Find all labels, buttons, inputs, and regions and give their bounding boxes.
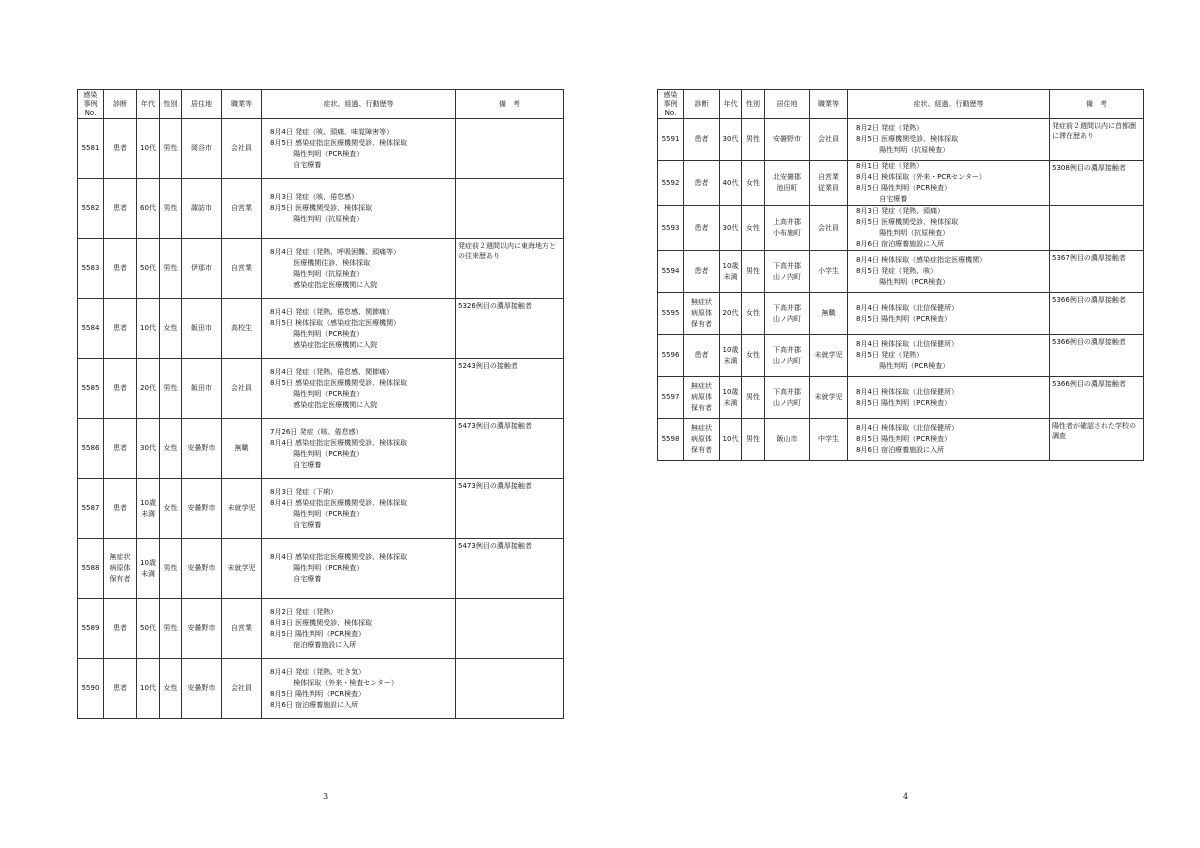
case-rows xyxy=(78,119,564,719)
course-line: 陽性判明（PCR検査） xyxy=(270,564,364,572)
residence-cell: 安曇野市 xyxy=(182,599,222,659)
header-age: 年代 xyxy=(720,90,742,119)
case-number: 5591 xyxy=(658,119,684,161)
course-line: 陽性判明（PCR検査） xyxy=(270,329,364,338)
course-line: 8月5日 発症（発熱） xyxy=(856,351,924,359)
case-number: 5585 xyxy=(78,359,104,419)
course-line: 宿泊療養施設に入所 xyxy=(270,640,357,649)
course-line: 8月4日 検体採取（北信保健所） xyxy=(856,303,959,312)
course-cell xyxy=(262,119,456,179)
sex-cell: 男性 xyxy=(742,377,765,419)
diagnosis-cell: 患者 xyxy=(104,419,137,479)
course-line: 8月4日 検体採取（北信保健所） xyxy=(856,387,959,396)
remarks-cell: 5366例目の濃厚接触者 xyxy=(1050,377,1144,419)
case-row xyxy=(658,251,1144,293)
residence-cell: 下高井郡 山ノ内町 xyxy=(765,377,810,419)
course-line: 8月5日 医療機関受診、検体採取 xyxy=(270,204,373,212)
occupation-cell: 未就学児 xyxy=(810,377,848,419)
remarks-cell xyxy=(456,659,564,719)
course-line: 8月5日 検体採取（感染症指定医療機関） xyxy=(270,318,401,327)
case-number: 5596 xyxy=(658,335,684,377)
age-cell: 50代 xyxy=(137,599,160,659)
case-row xyxy=(78,419,564,479)
residence-cell: 安曇野市 xyxy=(182,539,222,599)
sex-cell: 男性 xyxy=(160,179,182,239)
course-line: 8月5日 陽性判明（PCR検査） xyxy=(270,629,366,638)
sex-cell: 男性 xyxy=(742,251,765,293)
residence-cell: 上高井郡 小布施町 xyxy=(765,206,810,251)
case-row xyxy=(78,359,564,419)
case-number: 5597 xyxy=(658,377,684,419)
case-row xyxy=(78,479,564,539)
case-number: 5592 xyxy=(658,161,684,206)
residence-cell: 伊那市 xyxy=(182,239,222,299)
case-row xyxy=(78,179,564,239)
occupation-cell: 中学生 xyxy=(810,419,848,461)
sex-cell: 男性 xyxy=(160,119,182,179)
age-cell: 10代 xyxy=(720,419,742,461)
age-cell: 20代 xyxy=(137,359,160,419)
course-line: 8月4日 検体採取（北信保健所） xyxy=(856,424,959,432)
remarks-cell: 発症前２週間以内に東海地方との往来歴あり xyxy=(456,239,564,299)
header-row xyxy=(78,90,564,119)
header-residence: 居住地 xyxy=(182,90,222,119)
sex-cell: 男性 xyxy=(160,539,182,599)
course-line: 陽性判明（PCR検査） xyxy=(270,149,364,158)
remarks-cell: 5473例目の濃厚接触者 xyxy=(456,479,564,539)
header-sex: 性別 xyxy=(742,90,765,119)
occupation-cell: 自営業 従業員 xyxy=(810,161,848,206)
case-row xyxy=(78,599,564,659)
course-line: 8月2日 発症（発熱） xyxy=(270,607,338,616)
occupation-cell: 会社員 xyxy=(222,359,262,419)
age-cell: 10歳 未満 xyxy=(720,377,742,419)
diagnosis-cell: 患者 xyxy=(104,299,137,359)
diagnosis-cell: 患者 xyxy=(104,659,137,719)
residence-cell: 諏訪市 xyxy=(182,179,222,239)
age-cell: 30代 xyxy=(720,119,742,161)
course-line: 自宅療養 xyxy=(270,460,322,469)
course-line: 自宅療養 xyxy=(270,575,322,583)
course-line: 陽性判明（PCR検査） xyxy=(270,389,364,398)
course-line: 8月4日 発症（発熱、倦怠感、関節痛） xyxy=(270,367,394,376)
course-line: 陽性判明（抗原検査） xyxy=(270,269,364,278)
residence-cell: 飯田市 xyxy=(182,359,222,419)
course-line: 医療機関往診、検体採取 xyxy=(270,258,371,267)
diagnosis-cell: 患者 xyxy=(684,206,720,251)
course-line: 陽性判明（PCR検査） xyxy=(856,362,950,370)
case-row xyxy=(78,119,564,179)
occupation-cell: 未就学児 xyxy=(222,479,262,539)
course-line: 8月6日 宿泊療養施設に入所 xyxy=(856,446,945,454)
remarks-cell xyxy=(1050,206,1144,251)
diagnosis-cell: 患者 xyxy=(684,335,720,377)
case-row xyxy=(78,539,564,599)
occupation-cell: 無職 xyxy=(222,419,262,479)
course-line: 8月5日 陽性判明（PCR検査） xyxy=(270,689,366,698)
diagnosis-cell: 患者 xyxy=(684,161,720,206)
diagnosis-cell: 患者 xyxy=(104,239,137,299)
occupation-cell: 会社員 xyxy=(810,119,848,161)
course-line: 8月3日 発症（咳、倦怠感） xyxy=(270,193,359,201)
course-cell xyxy=(848,419,1050,461)
occupation-cell: 小学生 xyxy=(810,251,848,293)
case-row xyxy=(658,419,1144,461)
course-cell xyxy=(262,419,456,479)
course-line: 8月4日 感染症指定医療機関受診、検体採取 xyxy=(270,438,408,447)
course-line: 8月5日 陽性判明（PCR検査） xyxy=(856,314,952,323)
case-number: 5587 xyxy=(78,479,104,539)
residence-cell: 安曇野市 xyxy=(182,659,222,719)
remarks-cell: 5473例目の濃厚接触者 xyxy=(456,419,564,479)
case-number: 5581 xyxy=(78,119,104,179)
remarks-cell xyxy=(456,179,564,239)
remarks-cell: 5366例目の濃厚接触者 xyxy=(1050,293,1144,335)
course-line: 8月4日 検体採取（北信保健所） xyxy=(856,340,959,348)
course-cell xyxy=(262,239,456,299)
case-number: 5589 xyxy=(78,599,104,659)
course-cell xyxy=(848,251,1050,293)
header-diagnosis: 診断 xyxy=(684,90,720,119)
course-line: 8月3日 医療機関受診、検体採取 xyxy=(270,618,373,627)
course-cell xyxy=(262,179,456,239)
header-diagnosis: 診断 xyxy=(104,90,137,119)
case-number: 5593 xyxy=(658,206,684,251)
age-cell: 10歳 未満 xyxy=(137,479,160,539)
course-line: 8月4日 検体採取（外来・PCRセンター） xyxy=(856,173,986,181)
course-line: 8月4日 発症（発熱、呼吸困難、頭痛等） xyxy=(270,247,401,256)
residence-cell: 飯山市 xyxy=(765,419,810,461)
sex-cell: 男性 xyxy=(742,119,765,161)
residence-cell: 安曇野市 xyxy=(182,479,222,539)
course-line: 自宅療養 xyxy=(856,195,908,203)
diagnosis-cell: 無症状 病原体 保有者 xyxy=(684,293,720,335)
header-remarks: 備 考 xyxy=(456,90,564,119)
sex-cell: 女性 xyxy=(160,299,182,359)
residence-cell: 安曇野市 xyxy=(765,119,810,161)
remarks-cell: 陽性者が確認された学校の調査 xyxy=(1050,419,1144,461)
course-cell xyxy=(262,599,456,659)
age-cell: 40代 xyxy=(720,161,742,206)
course-line: 検体採取（外来・検査センター） xyxy=(270,678,398,687)
residence-cell: 岡谷市 xyxy=(182,119,222,179)
residence-cell: 北安曇郡 池田町 xyxy=(765,161,810,206)
course-line: 8月5日 医療機関受診、検体採取 xyxy=(856,135,959,143)
course-line: 8月5日 感染症指定医療機関受診、検体採取 xyxy=(270,138,408,147)
sex-cell: 女性 xyxy=(160,659,182,719)
course-line: 8月2日 発症（発熱） xyxy=(856,124,924,132)
course-line: 陽性判明（PCR検査） xyxy=(856,278,950,286)
age-cell: 30代 xyxy=(137,419,160,479)
occupation-cell: 未就学児 xyxy=(222,539,262,599)
course-line: 陽性判明（抗原検査） xyxy=(856,229,950,237)
case-row xyxy=(658,119,1144,161)
sex-cell: 女性 xyxy=(742,161,765,206)
occupation-cell: 無職 xyxy=(810,293,848,335)
diagnosis-cell: 患者 xyxy=(684,251,720,293)
sex-cell: 女性 xyxy=(160,479,182,539)
course-line: 7月26日 発症（咳、倦怠感） xyxy=(270,427,363,436)
course-cell xyxy=(848,377,1050,419)
residence-cell: 飯田市 xyxy=(182,299,222,359)
age-cell: 10歳 未満 xyxy=(720,335,742,377)
header-remarks: 備 考 xyxy=(1050,90,1144,119)
header-case-no: 感染 事例 No. xyxy=(658,90,684,119)
diagnosis-cell: 患者 xyxy=(684,119,720,161)
course-line: 8月4日 検体採取（感染症指定医療機関） xyxy=(856,256,987,264)
occupation-cell: 会社員 xyxy=(222,659,262,719)
course-line: 8月4日 発症（発熱、倦怠感、関節痛） xyxy=(270,307,394,316)
course-line: 感染症指定医療機関に入院 xyxy=(270,340,378,349)
sex-cell: 女性 xyxy=(742,335,765,377)
age-cell: 10歳 未満 xyxy=(137,539,160,599)
course-line: 8月3日 発症（下痢） xyxy=(270,487,338,496)
sex-cell: 女性 xyxy=(742,206,765,251)
occupation-cell: 高校生 xyxy=(222,299,262,359)
case-number: 5582 xyxy=(78,179,104,239)
case-table-right xyxy=(657,89,1144,461)
case-row xyxy=(658,377,1144,419)
occupation-cell: 会社員 xyxy=(222,119,262,179)
page-number: 3 xyxy=(323,792,329,801)
age-cell: 10歳 未満 xyxy=(720,251,742,293)
diagnosis-cell: 患者 xyxy=(104,179,137,239)
occupation-cell: 未就学児 xyxy=(810,335,848,377)
course-cell xyxy=(848,161,1050,206)
sex-cell: 男性 xyxy=(742,419,765,461)
header-course: 症状、経過、行動歴等 xyxy=(262,90,456,119)
course-cell xyxy=(848,293,1050,335)
header-case-no: 感染 事例 No. xyxy=(78,90,104,119)
header-sex: 性別 xyxy=(160,90,182,119)
remarks-cell xyxy=(456,119,564,179)
page-number: 4 xyxy=(903,792,909,801)
course-line: 自宅療養 xyxy=(270,520,322,529)
remarks-cell: 5366例目の濃厚接触者 xyxy=(1050,335,1144,377)
course-line: 8月5日 陽性判明（PCR検査） xyxy=(856,184,952,192)
occupation-cell: 会社員 xyxy=(810,206,848,251)
course-line: 8月4日 感染症指定医療機関受診、検体採取 xyxy=(270,498,408,507)
course-line: 陽性判明（抗原検査） xyxy=(856,146,950,154)
diagnosis-cell: 無症状 病原体 保有者 xyxy=(104,539,137,599)
course-line: 8月5日 陽性判明（PCR検査） xyxy=(856,398,952,407)
course-line: 8月3日 発症（発熱、頭痛） xyxy=(856,207,945,215)
diagnosis-cell: 無症状 病原体 保有者 xyxy=(684,377,720,419)
age-cell: 10代 xyxy=(137,659,160,719)
course-cell xyxy=(262,659,456,719)
diagnosis-cell: 無症状 病原体 保有者 xyxy=(684,419,720,461)
sex-cell: 女性 xyxy=(742,293,765,335)
course-cell xyxy=(848,119,1050,161)
case-number: 5588 xyxy=(78,539,104,599)
course-line: 感染症指定医療機関に入院 xyxy=(270,280,378,289)
case-number: 5598 xyxy=(658,419,684,461)
course-line: 感染症指定医療機関に入院 xyxy=(270,400,378,409)
case-number: 5586 xyxy=(78,419,104,479)
case-row xyxy=(78,299,564,359)
course-line: 8月4日 感染症指定医療機関受診、検体採取 xyxy=(270,553,408,561)
course-cell xyxy=(262,539,456,599)
course-line: 陽性判明（PCR検査） xyxy=(270,449,364,458)
age-cell: 60代 xyxy=(137,179,160,239)
course-line: 8月4日 発症（発熱、吐き気） xyxy=(270,667,366,676)
case-row xyxy=(78,239,564,299)
age-cell: 20代 xyxy=(720,293,742,335)
case-row xyxy=(658,161,1144,206)
course-line: 8月5日 陽性判明（PCR検査） xyxy=(856,435,952,443)
age-cell: 30代 xyxy=(720,206,742,251)
sex-cell: 女性 xyxy=(160,419,182,479)
course-line: 8月1日 発症（発熱） xyxy=(856,162,924,170)
header-row xyxy=(658,90,1144,119)
age-cell: 50代 xyxy=(137,239,160,299)
course-line: 8月4日 発症（咳、頭痛、味覚障害等） xyxy=(270,127,394,136)
remarks-cell: 5367例目の濃厚接触者 xyxy=(1050,251,1144,293)
course-cell xyxy=(262,479,456,539)
header-age: 年代 xyxy=(137,90,160,119)
diagnosis-cell: 患者 xyxy=(104,479,137,539)
residence-cell: 下高井郡 山ノ内町 xyxy=(765,293,810,335)
case-row xyxy=(658,206,1144,251)
course-line: 陽性判明（抗原検査） xyxy=(270,215,364,223)
course-cell xyxy=(262,359,456,419)
case-row xyxy=(658,335,1144,377)
residence-cell: 下高井郡 山ノ内町 xyxy=(765,251,810,293)
course-cell xyxy=(262,299,456,359)
case-number: 5590 xyxy=(78,659,104,719)
header-residence: 居住地 xyxy=(765,90,810,119)
diagnosis-cell: 患者 xyxy=(104,599,137,659)
case-rows xyxy=(658,119,1144,461)
course-line: 8月5日 感染症指定医療機関受診、検体採取 xyxy=(270,378,408,387)
sex-cell: 男性 xyxy=(160,359,182,419)
remarks-cell: 5308例目の濃厚接触者 xyxy=(1050,161,1144,206)
residence-cell: 安曇野市 xyxy=(182,419,222,479)
residence-cell: 下高井郡 山ノ内町 xyxy=(765,335,810,377)
case-row xyxy=(658,293,1144,335)
remarks-cell: 5473例目の濃厚接触者 xyxy=(456,539,564,599)
age-cell: 10代 xyxy=(137,299,160,359)
age-cell: 10代 xyxy=(137,119,160,179)
occupation-cell: 自営業 xyxy=(222,239,262,299)
remarks-cell: 5243例目の接触者 xyxy=(456,359,564,419)
course-line: 自宅療養 xyxy=(270,160,322,169)
remarks-cell xyxy=(456,599,564,659)
sex-cell: 男性 xyxy=(160,239,182,299)
case-table-left xyxy=(77,89,564,719)
occupation-cell: 自営業 xyxy=(222,599,262,659)
course-line: 8月5日 医療機関受診、検体採取 xyxy=(856,218,959,226)
case-number: 5584 xyxy=(78,299,104,359)
page-right xyxy=(600,0,1200,848)
occupation-cell: 自営業 xyxy=(222,179,262,239)
header-course: 症状、経過、行動歴等 xyxy=(848,90,1050,119)
remarks-cell: 5326例目の濃厚接触者 xyxy=(456,299,564,359)
course-line: 8月6日 宿泊療養施設に入所 xyxy=(856,240,945,248)
course-cell xyxy=(848,335,1050,377)
course-cell xyxy=(848,206,1050,251)
sex-cell: 男性 xyxy=(160,599,182,659)
header-occupation: 職業等 xyxy=(810,90,848,119)
course-line: 8月5日 発症（発熱、咳） xyxy=(856,267,938,275)
diagnosis-cell: 患者 xyxy=(104,119,137,179)
diagnosis-cell: 患者 xyxy=(104,359,137,419)
course-line: 陽性判明（PCR検査） xyxy=(270,509,364,518)
case-row xyxy=(78,659,564,719)
remarks-cell: 発症前２週間以内に首都圏に滞在歴あり xyxy=(1050,119,1144,161)
header-occupation: 職業等 xyxy=(222,90,262,119)
course-line: 8月6日 宿泊療養施設に入所 xyxy=(270,700,359,709)
case-number: 5583 xyxy=(78,239,104,299)
case-number: 5595 xyxy=(658,293,684,335)
case-number: 5594 xyxy=(658,251,684,293)
